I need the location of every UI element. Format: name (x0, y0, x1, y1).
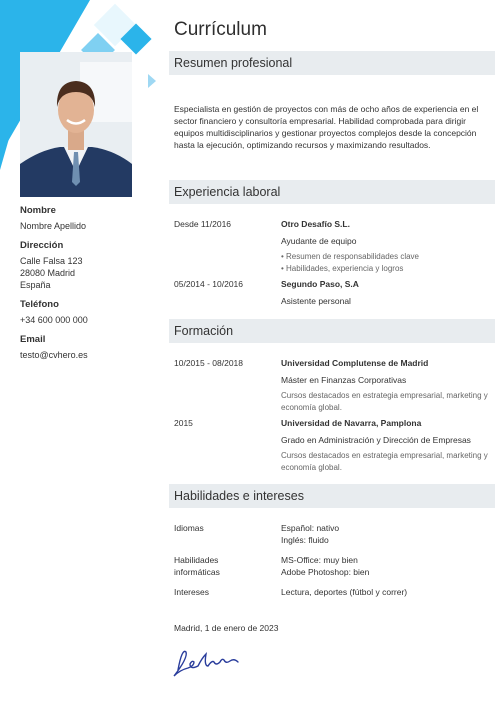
company-name: Otro Desafío S.L. (281, 219, 350, 229)
phone-label: Teléfono (20, 299, 59, 310)
name-label: Nombre (20, 205, 56, 216)
address-line: Calle Falsa 123 (20, 256, 83, 266)
contact-sidebar (20, 205, 150, 361)
address-label: Dirección (20, 240, 64, 251)
page-title: Currículum (174, 19, 267, 40)
signature (168, 640, 248, 685)
phone-value: +34 600 000 000 (20, 315, 88, 325)
side-decoration (0, 100, 20, 170)
skill-value: MS-Office: muy bien Adobe Photoshop: bien (281, 555, 370, 577)
place-date: Madrid, 1 de enero de 2023 (174, 623, 279, 633)
name-value: Nombre Apellido (20, 221, 87, 231)
skill-value: Español: nativo Inglés: fluido (281, 523, 340, 545)
job-role: Ayudante de equipo (281, 236, 357, 246)
section-heading-skills: Habilidades e intereses (169, 484, 495, 508)
skill-value: Lectura, deportes (fútbol y correr) (281, 587, 408, 597)
skill-label: Intereses (174, 587, 209, 597)
section-heading-summary: Resumen profesional (169, 51, 495, 75)
email-value[interactable]: testo@cvhero.es (20, 350, 88, 360)
profile-photo (20, 52, 132, 197)
education-entry (281, 417, 496, 473)
education-entry (281, 357, 496, 413)
education-notes: Cursos destacados en estrategia empresarial, marketing y economía global. (281, 451, 488, 472)
address-line: 28080 Madrid (20, 268, 76, 278)
education-notes: Cursos destacados en estrategia empresarial, marketing y economía global. (281, 391, 488, 412)
company-name: Segundo Paso, S.A (281, 279, 359, 289)
institution-name: Universidad de Navarra, Pamplona (281, 418, 422, 428)
experience-date: Desde 11/2016 (174, 219, 232, 229)
experience-entry (281, 278, 496, 307)
responsibility-item: • Resumen de responsabilidades clave (281, 252, 419, 261)
institution-name: Universidad Complutense de Madrid (281, 358, 429, 368)
degree-name: Máster en Finanzas Corporativas (281, 375, 407, 385)
education-date: 2015 (174, 418, 193, 428)
summary-text: Especialista en gestión de proyectos con más de ocho años de experiencia en el sector financiero y consultoría empresarial. Habilidad comprobada para dirigir equipos multidisciplinarios y gestionar proyectos complejos desde la concepción hasta la ejecución, optimizando recursos y maximizando resultados. (174, 104, 479, 150)
triangle-decoration (148, 74, 156, 88)
address-line: España (20, 280, 51, 290)
education-date: 10/2015 - 08/2018 (174, 358, 244, 368)
job-role: Asistente personal (281, 296, 351, 306)
section-heading-experience: Experiencia laboral (169, 180, 495, 204)
section-heading-education: Formación (169, 319, 495, 343)
experience-date: 05/2014 - 10/2016 (174, 279, 244, 289)
degree-name: Grado en Administración y Dirección de Empresas (281, 435, 471, 445)
responsibility-item: • Habilidades, experiencia y logros (281, 263, 404, 273)
email-label: Email (20, 334, 46, 345)
skill-label: Idiomas (174, 523, 204, 533)
skill-label: Habilidades informáticas (174, 555, 220, 577)
experience-entry (281, 218, 496, 274)
